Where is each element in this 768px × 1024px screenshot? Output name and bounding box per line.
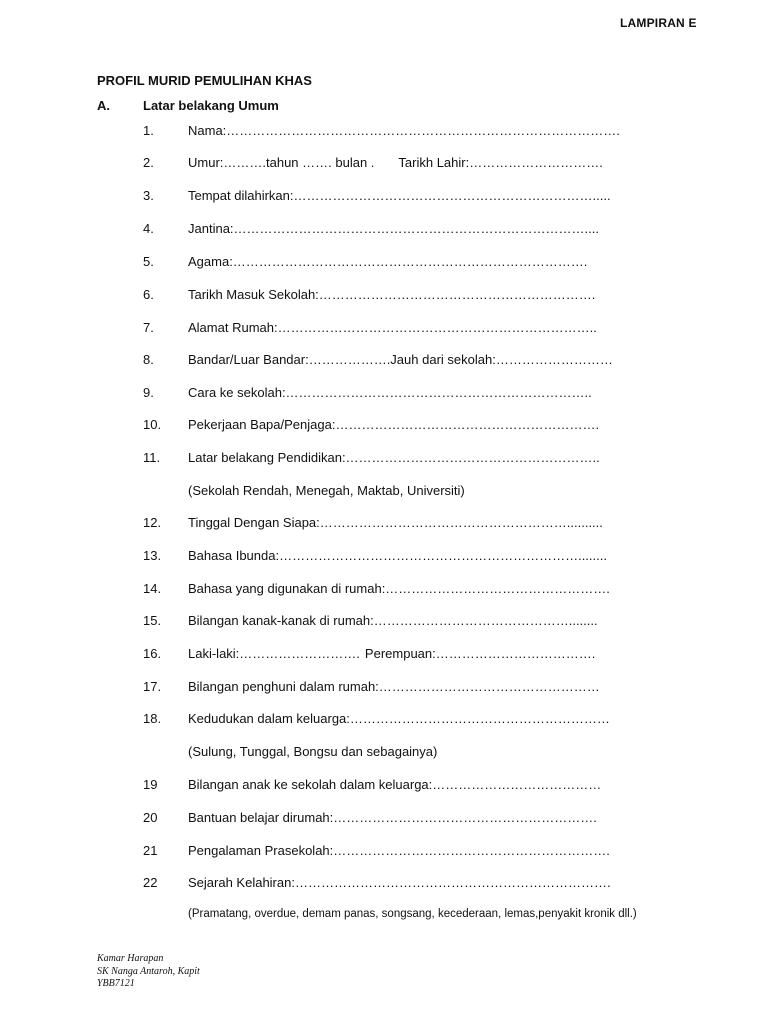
note-kedudukan: (Sulung, Tunggal, Bongsu dan sebagainya) [188, 744, 438, 759]
field-bilangan-kanak-kanak: Bilangan kanak-kanak di rumah:………………………………………........ [188, 613, 598, 628]
field-pengalaman-prasekolah: Pengalaman Prasekolah:………………………………………………………. [188, 843, 610, 858]
row-number: 1. [143, 123, 154, 138]
row-number: 2. [143, 155, 154, 170]
row-number: 22 [143, 875, 158, 890]
row-number: 18. [143, 711, 162, 726]
appendix-label: LAMPIRAN E [620, 16, 697, 30]
field-perempuan: Perempuan:………………………………. [364, 646, 596, 661]
field-bandar-luar-bandar: Bandar/Luar Bandar:……………….Jauh dari sekolah:……………………… [188, 352, 613, 367]
field-laki-perempuan [188, 646, 595, 661]
row-number: 11. [143, 450, 161, 465]
field-alamat-rumah: Alamat Rumah:……………………………………………………………….. [188, 320, 597, 335]
row-number: 20 [143, 810, 158, 825]
field-bahasa-ibunda: Bahasa Ibunda:……………………………………………………………........ [188, 548, 607, 563]
field-bilangan-penghuni: Bilangan penghuni dalam rumah:…………………………………………… [188, 679, 600, 694]
row-number: 4. [143, 221, 154, 236]
row-number: 15. [143, 613, 162, 628]
row-number: 7. [143, 320, 154, 335]
footer-line-1: Kamar Harapan [97, 953, 164, 964]
row-number: 19 [143, 777, 158, 792]
field-umur [188, 155, 603, 170]
footer-line-3: YBB7121 [97, 978, 135, 989]
field-jantina: Jantina:……………………………………………………………………….... [188, 221, 599, 236]
row-number: 8. [143, 352, 154, 367]
row-number: 21 [143, 843, 158, 858]
section-letter: A. [97, 98, 110, 113]
field-cara-ke-sekolah: Cara ke sekolah:…………………………………………………………….. [188, 385, 592, 400]
field-agama: Agama:………………………………………………………………………. [188, 254, 588, 269]
field-nama: Nama:………………………………………………………………………………. [188, 123, 620, 138]
row-number: 5. [143, 254, 154, 269]
row-number: 14. [143, 581, 162, 596]
field-umur-text: Umur:……….tahun ……. bulan . [188, 155, 375, 170]
row-number: 10. [143, 417, 162, 432]
row-number: 17. [143, 679, 162, 694]
field-bahasa-rumah: Bahasa yang digunakan di rumah:……………………………………………. [188, 581, 610, 596]
row-number: 13. [143, 548, 162, 563]
row-number: 6. [143, 287, 154, 302]
field-kedudukan-keluarga: Kedudukan dalam keluarga:…………………………………………………… [188, 711, 610, 726]
note-pendidikan: (Sekolah Rendah, Menegah, Maktab, Universiti) [188, 483, 465, 498]
field-laki-laki: Laki-laki:………………………. [188, 646, 360, 661]
field-sejarah-kelahiran: Sejarah Kelahiran:………………………………………………………………. [188, 875, 611, 890]
page-footer [97, 953, 200, 991]
field-tarikh-lahir: Tarikh Lahir:…………………………. [398, 155, 603, 170]
field-bantuan-belajar: Bantuan belajar dirumah:……………………………………………………. [188, 810, 597, 825]
footer-line-2: SK Nanga Antaroh, Kapit [97, 965, 200, 977]
section-title: Latar belakang Umum [143, 98, 279, 113]
row-number: 12. [143, 515, 162, 530]
field-latar-pendidikan: Latar belakang Pendidikan:………………………………………………….. [188, 450, 600, 465]
field-anak-ke-sekolah: Bilangan anak ke sekolah dalam keluarga:………………………………… [188, 777, 602, 792]
field-tarikh-masuk-sekolah: Tarikh Masuk Sekolah:………………………………………………………. [188, 287, 596, 302]
row-number: 9. [143, 385, 154, 400]
field-tinggal-dengan-siapa: Tinggal Dengan Siapa:………………………………………………….......... [188, 515, 603, 530]
row-number: 3. [143, 188, 154, 203]
row-number: 16. [143, 646, 162, 661]
field-tempat-dilahirkan: Tempat dilahirkan:……………………………………………………………..... [188, 188, 611, 203]
document-title: PROFIL MURID PEMULIHAN KHAS [97, 73, 312, 88]
field-pekerjaan-bapa: Pekerjaan Bapa/Penjaga:……………………………………………………. [188, 417, 600, 432]
note-kelahiran: (Pramatang, overdue, demam panas, songsang, kecederaan, lemas,penyakit kronik dll.) [188, 908, 637, 920]
